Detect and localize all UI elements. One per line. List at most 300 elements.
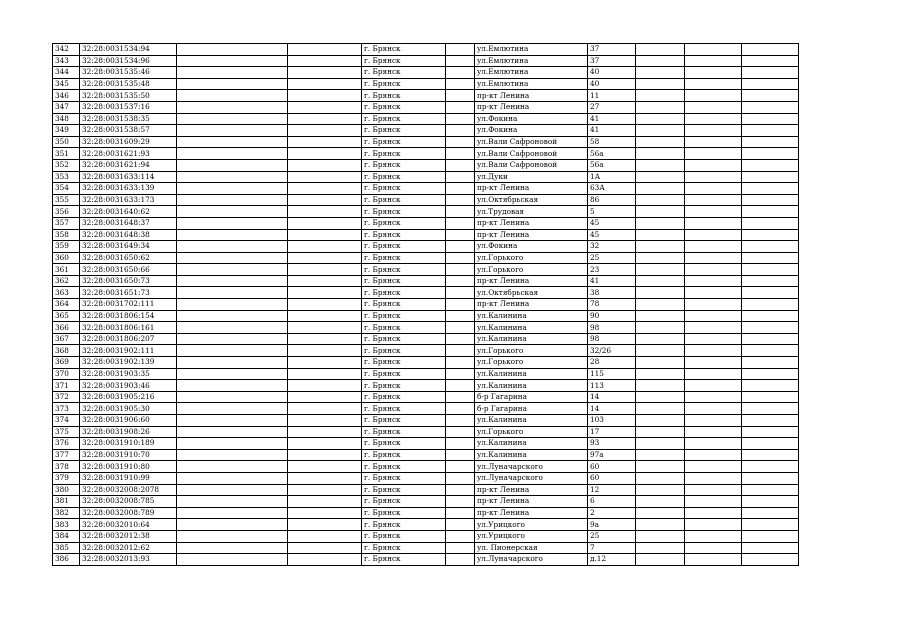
col-j-cell	[685, 472, 742, 484]
col-i-cell	[636, 275, 685, 287]
col-f-cell	[446, 171, 475, 183]
cadastral-number-cell: 32:28:0031633:173	[80, 194, 177, 206]
col-c-cell	[177, 310, 288, 322]
col-j-cell	[685, 357, 742, 369]
house-number-cell: 25	[588, 530, 636, 542]
table-row	[53, 101, 799, 113]
street-cell: ул.Горького	[475, 264, 588, 276]
table-row	[53, 275, 799, 287]
table-row	[53, 264, 799, 276]
table-row	[53, 159, 799, 171]
col-j-cell	[685, 415, 742, 427]
col-c-cell	[177, 403, 288, 415]
col-f-cell	[446, 519, 475, 531]
col-c-cell	[177, 287, 288, 299]
col-c-cell	[177, 78, 288, 90]
col-f-cell	[446, 368, 475, 380]
house-number-cell: 41	[588, 125, 636, 137]
col-i-cell	[636, 264, 685, 276]
col-k-cell	[742, 67, 799, 79]
col-c-cell	[177, 101, 288, 113]
cadastral-number-cell: 32:28:0031649:34	[80, 241, 177, 253]
row-number-cell: 348	[53, 113, 80, 125]
col-c-cell	[177, 183, 288, 195]
row-number-cell: 374	[53, 415, 80, 427]
col-f-cell	[446, 229, 475, 241]
table-row	[53, 44, 799, 56]
col-j-cell	[685, 333, 742, 345]
col-c-cell	[177, 44, 288, 56]
table-row	[53, 507, 799, 519]
house-number-cell: д.12	[588, 554, 636, 566]
col-k-cell	[742, 229, 799, 241]
col-j-cell	[685, 264, 742, 276]
street-cell: пр-кт Ленина	[475, 507, 588, 519]
table-row	[53, 322, 799, 334]
col-c-cell	[177, 333, 288, 345]
col-j-cell	[685, 554, 742, 566]
street-cell: ул.Калинина	[475, 415, 588, 427]
house-number-cell: 6	[588, 496, 636, 508]
city-cell: г. Брянск	[362, 345, 446, 357]
col-c-cell	[177, 264, 288, 276]
col-c-cell	[177, 357, 288, 369]
col-i-cell	[636, 403, 685, 415]
col-j-cell	[685, 507, 742, 519]
row-number-cell: 344	[53, 67, 80, 79]
city-cell: г. Брянск	[362, 78, 446, 90]
col-j-cell	[685, 194, 742, 206]
col-f-cell	[446, 345, 475, 357]
table-row	[53, 67, 799, 79]
row-number-cell: 349	[53, 125, 80, 137]
cadastral-number-cell: 32:28:0031902:139	[80, 357, 177, 369]
col-k-cell	[742, 148, 799, 160]
col-j-cell	[685, 345, 742, 357]
col-d-cell	[288, 426, 362, 438]
row-number-cell: 384	[53, 530, 80, 542]
city-cell: г. Брянск	[362, 275, 446, 287]
col-j-cell	[685, 206, 742, 218]
street-cell: пр-кт Ленина	[475, 90, 588, 102]
col-j-cell	[685, 542, 742, 554]
street-cell: ул.Урицкого	[475, 530, 588, 542]
col-j-cell	[685, 78, 742, 90]
street-cell: ул.Вали Сафроновой	[475, 148, 588, 160]
street-cell: ул.Луначарского	[475, 461, 588, 473]
house-number-cell: 37	[588, 55, 636, 67]
col-k-cell	[742, 484, 799, 496]
col-d-cell	[288, 206, 362, 218]
col-c-cell	[177, 252, 288, 264]
col-d-cell	[288, 496, 362, 508]
col-c-cell	[177, 241, 288, 253]
city-cell: г. Брянск	[362, 519, 446, 531]
cadastral-number-cell: 32:28:0031905:30	[80, 403, 177, 415]
city-cell: г. Брянск	[362, 368, 446, 380]
house-number-cell: 32	[588, 241, 636, 253]
row-number-cell: 371	[53, 380, 80, 392]
col-f-cell	[446, 380, 475, 392]
col-k-cell	[742, 217, 799, 229]
house-number-cell: 78	[588, 299, 636, 311]
row-number-cell: 372	[53, 391, 80, 403]
col-i-cell	[636, 287, 685, 299]
col-i-cell	[636, 113, 685, 125]
row-number-cell: 363	[53, 287, 80, 299]
col-c-cell	[177, 507, 288, 519]
cadastral-number-cell: 32:28:0031535:46	[80, 67, 177, 79]
cadastral-number-cell: 32:28:0031538:35	[80, 113, 177, 125]
city-cell: г. Брянск	[362, 310, 446, 322]
row-number-cell: 359	[53, 241, 80, 253]
house-number-cell: 115	[588, 368, 636, 380]
col-k-cell	[742, 90, 799, 102]
cadastral-number-cell: 32:28:0031535:48	[80, 78, 177, 90]
col-f-cell	[446, 136, 475, 148]
col-d-cell	[288, 368, 362, 380]
row-number-cell: 360	[53, 252, 80, 264]
table-body	[53, 44, 799, 566]
city-cell: г. Брянск	[362, 148, 446, 160]
col-k-cell	[742, 55, 799, 67]
col-d-cell	[288, 461, 362, 473]
table-row	[53, 380, 799, 392]
col-j-cell	[685, 67, 742, 79]
col-j-cell	[685, 55, 742, 67]
city-cell: г. Брянск	[362, 287, 446, 299]
table-row	[53, 461, 799, 473]
table-row	[53, 217, 799, 229]
col-c-cell	[177, 171, 288, 183]
col-i-cell	[636, 206, 685, 218]
street-cell: ул.Емлютина	[475, 67, 588, 79]
col-d-cell	[288, 530, 362, 542]
row-number-cell: 376	[53, 438, 80, 450]
col-d-cell	[288, 507, 362, 519]
city-cell: г. Брянск	[362, 438, 446, 450]
city-cell: г. Брянск	[362, 484, 446, 496]
registry-sheet	[52, 43, 799, 566]
col-i-cell	[636, 90, 685, 102]
col-d-cell	[288, 217, 362, 229]
city-cell: г. Брянск	[362, 264, 446, 276]
col-f-cell	[446, 241, 475, 253]
col-j-cell	[685, 241, 742, 253]
col-k-cell	[742, 345, 799, 357]
house-number-cell: 5	[588, 206, 636, 218]
col-c-cell	[177, 449, 288, 461]
city-cell: г. Брянск	[362, 67, 446, 79]
table-row	[53, 113, 799, 125]
street-cell: ул.Фокина	[475, 125, 588, 137]
row-number-cell: 385	[53, 542, 80, 554]
col-f-cell	[446, 148, 475, 160]
col-c-cell	[177, 380, 288, 392]
col-c-cell	[177, 542, 288, 554]
col-f-cell	[446, 484, 475, 496]
cadastral-number-cell: 32:28:0032008:2078	[80, 484, 177, 496]
col-d-cell	[288, 403, 362, 415]
col-d-cell	[288, 55, 362, 67]
col-f-cell	[446, 194, 475, 206]
city-cell: г. Брянск	[362, 171, 446, 183]
col-j-cell	[685, 322, 742, 334]
col-f-cell	[446, 357, 475, 369]
cadastral-number-cell: 32:28:0031538:57	[80, 125, 177, 137]
city-cell: г. Брянск	[362, 55, 446, 67]
city-cell: г. Брянск	[362, 90, 446, 102]
row-number-cell: 382	[53, 507, 80, 519]
row-number-cell: 356	[53, 206, 80, 218]
col-k-cell	[742, 391, 799, 403]
city-cell: г. Брянск	[362, 472, 446, 484]
col-i-cell	[636, 44, 685, 56]
table-row	[53, 519, 799, 531]
col-d-cell	[288, 241, 362, 253]
city-cell: г. Брянск	[362, 333, 446, 345]
cadastral-number-cell: 32:28:0031806:154	[80, 310, 177, 322]
table-row	[53, 426, 799, 438]
col-k-cell	[742, 554, 799, 566]
house-number-cell: 60	[588, 461, 636, 473]
cadastral-number-cell: 32:28:0031648:37	[80, 217, 177, 229]
col-i-cell	[636, 415, 685, 427]
street-cell: ул.Горького	[475, 345, 588, 357]
street-cell: ул.Емлютина	[475, 78, 588, 90]
col-j-cell	[685, 113, 742, 125]
house-number-cell: 90	[588, 310, 636, 322]
table-row	[53, 368, 799, 380]
col-i-cell	[636, 484, 685, 496]
house-number-cell: 40	[588, 67, 636, 79]
col-j-cell	[685, 403, 742, 415]
col-i-cell	[636, 252, 685, 264]
street-cell: ул.Октябрьская	[475, 287, 588, 299]
col-c-cell	[177, 438, 288, 450]
col-c-cell	[177, 345, 288, 357]
col-d-cell	[288, 519, 362, 531]
col-i-cell	[636, 357, 685, 369]
col-c-cell	[177, 148, 288, 160]
col-c-cell	[177, 530, 288, 542]
col-k-cell	[742, 136, 799, 148]
table-row	[53, 345, 799, 357]
col-c-cell	[177, 55, 288, 67]
table-row	[53, 415, 799, 427]
house-number-cell: 56а	[588, 148, 636, 160]
city-cell: г. Брянск	[362, 159, 446, 171]
col-i-cell	[636, 67, 685, 79]
table-row	[53, 229, 799, 241]
row-number-cell: 365	[53, 310, 80, 322]
col-j-cell	[685, 136, 742, 148]
col-j-cell	[685, 530, 742, 542]
city-cell: г. Брянск	[362, 496, 446, 508]
col-j-cell	[685, 287, 742, 299]
city-cell: г. Брянск	[362, 380, 446, 392]
col-d-cell	[288, 299, 362, 311]
scan-dot: .	[48, 40, 50, 46]
col-j-cell	[685, 438, 742, 450]
cadastral-number-cell: 32:28:0032013:93	[80, 554, 177, 566]
col-i-cell	[636, 217, 685, 229]
col-f-cell	[446, 101, 475, 113]
row-number-cell: 352	[53, 159, 80, 171]
col-k-cell	[742, 449, 799, 461]
row-number-cell: 378	[53, 461, 80, 473]
col-c-cell	[177, 415, 288, 427]
street-cell: ул.Калинина	[475, 310, 588, 322]
col-k-cell	[742, 125, 799, 137]
col-f-cell	[446, 415, 475, 427]
col-k-cell	[742, 507, 799, 519]
col-k-cell	[742, 322, 799, 334]
cadastral-number-cell: 32:28:0031806:161	[80, 322, 177, 334]
col-f-cell	[446, 299, 475, 311]
table-row	[53, 357, 799, 369]
cadastral-number-cell: 32:28:0031910:70	[80, 449, 177, 461]
col-c-cell	[177, 299, 288, 311]
col-d-cell	[288, 287, 362, 299]
city-cell: г. Брянск	[362, 113, 446, 125]
table-row	[53, 183, 799, 195]
city-cell: г. Брянск	[362, 217, 446, 229]
cadastral-number-cell: 32:28:0031621:93	[80, 148, 177, 160]
col-d-cell	[288, 44, 362, 56]
street-cell: ул.Трудовая	[475, 206, 588, 218]
col-f-cell	[446, 159, 475, 171]
table-row	[53, 252, 799, 264]
col-d-cell	[288, 78, 362, 90]
col-j-cell	[685, 44, 742, 56]
col-k-cell	[742, 194, 799, 206]
col-j-cell	[685, 449, 742, 461]
col-f-cell	[446, 542, 475, 554]
house-number-cell: 93	[588, 438, 636, 450]
cadastral-number-cell: 32:28:0031535:50	[80, 90, 177, 102]
col-c-cell	[177, 67, 288, 79]
col-d-cell	[288, 554, 362, 566]
col-i-cell	[636, 159, 685, 171]
col-k-cell	[742, 310, 799, 322]
col-i-cell	[636, 530, 685, 542]
col-k-cell	[742, 472, 799, 484]
street-cell: ул.Луначарского	[475, 472, 588, 484]
col-c-cell	[177, 519, 288, 531]
row-number-cell: 353	[53, 171, 80, 183]
house-number-cell: 28	[588, 357, 636, 369]
col-f-cell	[446, 252, 475, 264]
col-d-cell	[288, 310, 362, 322]
col-j-cell	[685, 391, 742, 403]
cadastral-number-cell: 32:28:0031910:99	[80, 472, 177, 484]
col-j-cell	[685, 90, 742, 102]
col-k-cell	[742, 426, 799, 438]
col-j-cell	[685, 217, 742, 229]
row-number-cell: 343	[53, 55, 80, 67]
house-number-cell: 37	[588, 44, 636, 56]
house-number-cell: 97а	[588, 449, 636, 461]
col-i-cell	[636, 496, 685, 508]
city-cell: г. Брянск	[362, 415, 446, 427]
cadastral-number-cell: 32:28:0031534:94	[80, 44, 177, 56]
row-number-cell: 377	[53, 449, 80, 461]
cadastral-number-cell: 32:28:0031609:29	[80, 136, 177, 148]
street-cell: пр-кт Ленина	[475, 101, 588, 113]
col-i-cell	[636, 426, 685, 438]
col-d-cell	[288, 472, 362, 484]
col-k-cell	[742, 159, 799, 171]
col-f-cell	[446, 217, 475, 229]
row-number-cell: 342	[53, 44, 80, 56]
col-f-cell	[446, 403, 475, 415]
house-number-cell: 103	[588, 415, 636, 427]
house-number-cell: 41	[588, 275, 636, 287]
col-i-cell	[636, 101, 685, 113]
row-number-cell: 361	[53, 264, 80, 276]
col-f-cell	[446, 55, 475, 67]
col-d-cell	[288, 67, 362, 79]
row-number-cell: 367	[53, 333, 80, 345]
col-d-cell	[288, 542, 362, 554]
house-number-cell: 40	[588, 78, 636, 90]
street-cell: ул.Горького	[475, 357, 588, 369]
city-cell: г. Брянск	[362, 101, 446, 113]
col-k-cell	[742, 530, 799, 542]
col-i-cell	[636, 368, 685, 380]
street-cell: пр-кт Ленина	[475, 183, 588, 195]
street-cell: ул.Калинина	[475, 368, 588, 380]
cadastral-number-cell: 32:28:0031537:16	[80, 101, 177, 113]
col-d-cell	[288, 333, 362, 345]
col-j-cell	[685, 496, 742, 508]
city-cell: г. Брянск	[362, 426, 446, 438]
city-cell: г. Брянск	[362, 403, 446, 415]
col-f-cell	[446, 333, 475, 345]
col-k-cell	[742, 415, 799, 427]
col-d-cell	[288, 275, 362, 287]
col-j-cell	[685, 519, 742, 531]
col-c-cell	[177, 125, 288, 137]
row-number-cell: 358	[53, 229, 80, 241]
col-f-cell	[446, 391, 475, 403]
col-f-cell	[446, 67, 475, 79]
street-cell: ул.Фокина	[475, 241, 588, 253]
col-i-cell	[636, 391, 685, 403]
col-d-cell	[288, 380, 362, 392]
cadastral-number-cell: 32:28:0031905:216	[80, 391, 177, 403]
col-i-cell	[636, 333, 685, 345]
city-cell: г. Брянск	[362, 461, 446, 473]
col-i-cell	[636, 78, 685, 90]
cadastral-number-cell: 32:28:0031648:38	[80, 229, 177, 241]
col-c-cell	[177, 136, 288, 148]
col-i-cell	[636, 438, 685, 450]
col-k-cell	[742, 171, 799, 183]
row-number-cell: 357	[53, 217, 80, 229]
table-row	[53, 287, 799, 299]
col-i-cell	[636, 310, 685, 322]
table-row	[53, 194, 799, 206]
col-f-cell	[446, 472, 475, 484]
col-k-cell	[742, 333, 799, 345]
city-cell: г. Брянск	[362, 125, 446, 137]
col-c-cell	[177, 206, 288, 218]
col-d-cell	[288, 449, 362, 461]
col-f-cell	[446, 287, 475, 299]
table-row	[53, 299, 799, 311]
